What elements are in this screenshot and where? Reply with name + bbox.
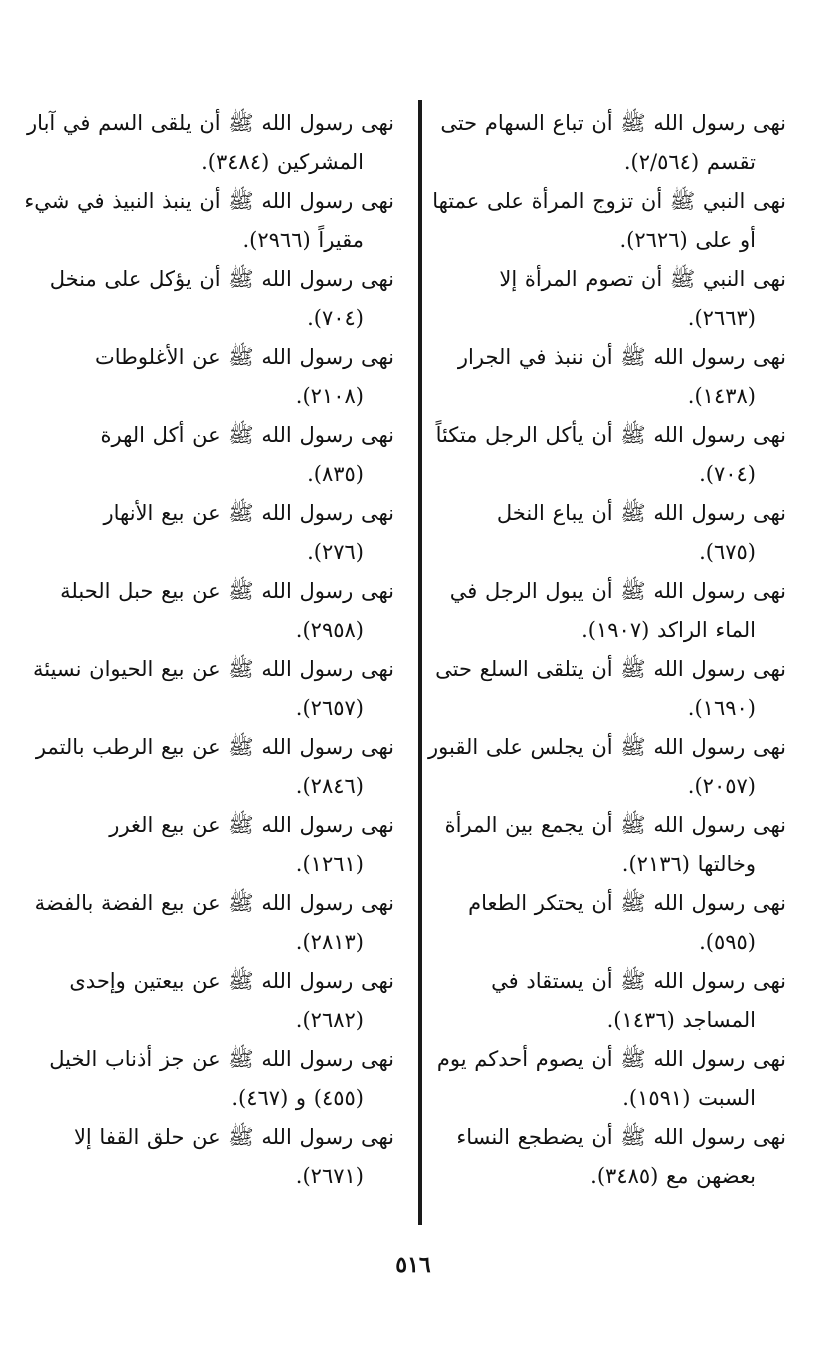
index-entry xyxy=(416,494,786,572)
entry-reference: الماء الراكد (١٩٠٧). xyxy=(581,618,756,642)
entry-reference: (٢٦٨٢). xyxy=(295,1008,364,1032)
index-entry xyxy=(416,104,786,182)
index-entry xyxy=(24,104,394,182)
index-entry xyxy=(416,572,786,650)
index-entry xyxy=(24,884,394,962)
index-entry xyxy=(24,338,394,416)
entry-reference: (١٤٣٨). xyxy=(687,384,756,408)
index-entry xyxy=(24,1118,394,1196)
index-entry xyxy=(24,260,394,338)
entry-text: نهى رسول الله ﷺ أن يستقاد في xyxy=(491,969,786,993)
entry-reference: (٢٧٦). xyxy=(307,540,364,564)
entry-reference: بعضهن مع (٣٤٨٥). xyxy=(590,1164,756,1188)
index-column-right xyxy=(416,104,786,1196)
entry-reference: (٢٨٤٦). xyxy=(295,774,364,798)
index-entry xyxy=(416,806,786,884)
index-entry xyxy=(24,494,394,572)
entry-reference: المساجد (١٤٣٦). xyxy=(606,1008,756,1032)
entry-text: نهى رسول الله ﷺ أن يصوم أحدكم يوم xyxy=(436,1047,786,1071)
entry-text: نهى رسول الله ﷺ أن يبول الرجل في xyxy=(449,579,786,603)
entry-text: نهى رسول الله ﷺ عن الأغلوطات xyxy=(94,345,394,369)
entry-text: نهى رسول الله ﷺ أن يتلقى السلع حتى xyxy=(435,657,786,681)
index-entry xyxy=(416,1118,786,1196)
index-entry xyxy=(24,962,394,1040)
entry-reference: مقيراً (٢٩٦٦). xyxy=(242,228,364,252)
entry-text: نهى رسول الله ﷺ عن بيعتين وإحدى xyxy=(69,969,394,993)
entry-text: نهى رسول الله ﷺ أن يأكل الرجل متكئاً xyxy=(435,423,786,447)
entry-reference: المشركين (٣٤٨٤). xyxy=(201,150,364,174)
entry-text: نهى رسول الله ﷺ عن بيع الغرر xyxy=(109,813,394,837)
entry-text: نهى رسول الله ﷺ عن حلق القفا إلا xyxy=(73,1125,394,1149)
index-entry xyxy=(416,962,786,1040)
index-entry xyxy=(24,650,394,728)
entry-reference: تقسم (٢/٥٦٤). xyxy=(623,150,756,174)
entry-text: نهى النبي ﷺ أن تزوج المرأة على عمتها xyxy=(432,189,786,213)
index-entry xyxy=(416,1040,786,1118)
entry-reference: (١٢٦١). xyxy=(295,852,364,876)
entry-text: نهى النبي ﷺ أن تصوم المرأة إلا xyxy=(499,267,786,291)
entry-reference: وخالتها (٢١٣٦). xyxy=(621,852,756,876)
entry-reference: (٢٠٥٧). xyxy=(687,774,756,798)
index-entry xyxy=(416,728,786,806)
entry-text: نهى رسول الله ﷺ أن يؤكل على منخل xyxy=(49,267,394,291)
entry-text: نهى رسول الله ﷺ أن يجمع بين المرأة xyxy=(444,813,786,837)
entry-reference: (٢٦٧١). xyxy=(295,1164,364,1188)
index-entry xyxy=(416,260,786,338)
entry-reference: أو على (٢٦٢٦). xyxy=(619,228,756,252)
index-entry xyxy=(416,182,786,260)
index-entry xyxy=(24,416,394,494)
entry-reference: (٦٧٥). xyxy=(699,540,756,564)
entry-text: نهى رسول الله ﷺ عن بيع الرطب بالتمر xyxy=(35,735,394,759)
index-entry xyxy=(416,416,786,494)
index-entry xyxy=(416,650,786,728)
index-entry xyxy=(24,1040,394,1118)
entry-text: نهى رسول الله ﷺ أن يلقى السم في آبار xyxy=(27,111,394,135)
entry-text: نهى رسول الله ﷺ عن أكل الهرة xyxy=(100,423,394,447)
entry-text: نهى رسول الله ﷺ عن بيع الأنهار xyxy=(103,501,394,525)
entry-text: نهى رسول الله ﷺ عن بيع الفضة بالفضة xyxy=(34,891,394,915)
entry-reference: (٢٩٥٨). xyxy=(295,618,364,642)
entry-text: نهى رسول الله ﷺ عن جز أذناب الخيل xyxy=(49,1047,394,1071)
entry-text: نهى رسول الله ﷺ أن ننبذ في الجرار xyxy=(457,345,786,369)
column-divider xyxy=(418,100,422,1225)
entry-text: نهى رسول الله ﷺ أن يباع النخل xyxy=(496,501,786,525)
entry-reference: (١٦٩٠). xyxy=(687,696,756,720)
entry-reference: السبت (١٥٩١). xyxy=(622,1086,756,1110)
page-number: ٥١٦ xyxy=(395,1252,431,1278)
entry-text: نهى رسول الله ﷺ أن تباع السهام حتى xyxy=(440,111,786,135)
index-entry xyxy=(24,728,394,806)
entry-reference: (٥٩٥). xyxy=(699,930,756,954)
index-entry xyxy=(416,884,786,962)
index-entry xyxy=(24,182,394,260)
entry-reference: (٢٨١٣). xyxy=(295,930,364,954)
entry-text: نهى رسول الله ﷺ أن يجلس على القبور xyxy=(428,735,786,759)
entry-text: نهى رسول الله ﷺ أن ينبذ النبيذ في شيء xyxy=(24,189,394,213)
index-entry xyxy=(416,338,786,416)
entry-text: نهى رسول الله ﷺ أن يضطجع النساء xyxy=(456,1125,786,1149)
entry-text: نهى رسول الله ﷺ أن يحتكر الطعام xyxy=(468,891,786,915)
index-entry xyxy=(24,572,394,650)
index-column-left xyxy=(24,104,394,1196)
entry-reference: (٧٠٤). xyxy=(307,306,364,330)
entry-reference: (٢٦٥٧). xyxy=(295,696,364,720)
entry-text: نهى رسول الله ﷺ عن بيع حبل الحبلة xyxy=(60,579,394,603)
entry-reference: (٨٣٥). xyxy=(307,462,364,486)
entry-reference: (٧٠٤). xyxy=(699,462,756,486)
entry-reference: (٤٥٥) و (٤٦٧). xyxy=(231,1086,364,1110)
entry-text: نهى رسول الله ﷺ عن بيع الحيوان نسيئة xyxy=(32,657,394,681)
entry-reference: (٢١٠٨). xyxy=(295,384,364,408)
entry-reference: (٢٦٦٣). xyxy=(687,306,756,330)
index-entry xyxy=(24,806,394,884)
